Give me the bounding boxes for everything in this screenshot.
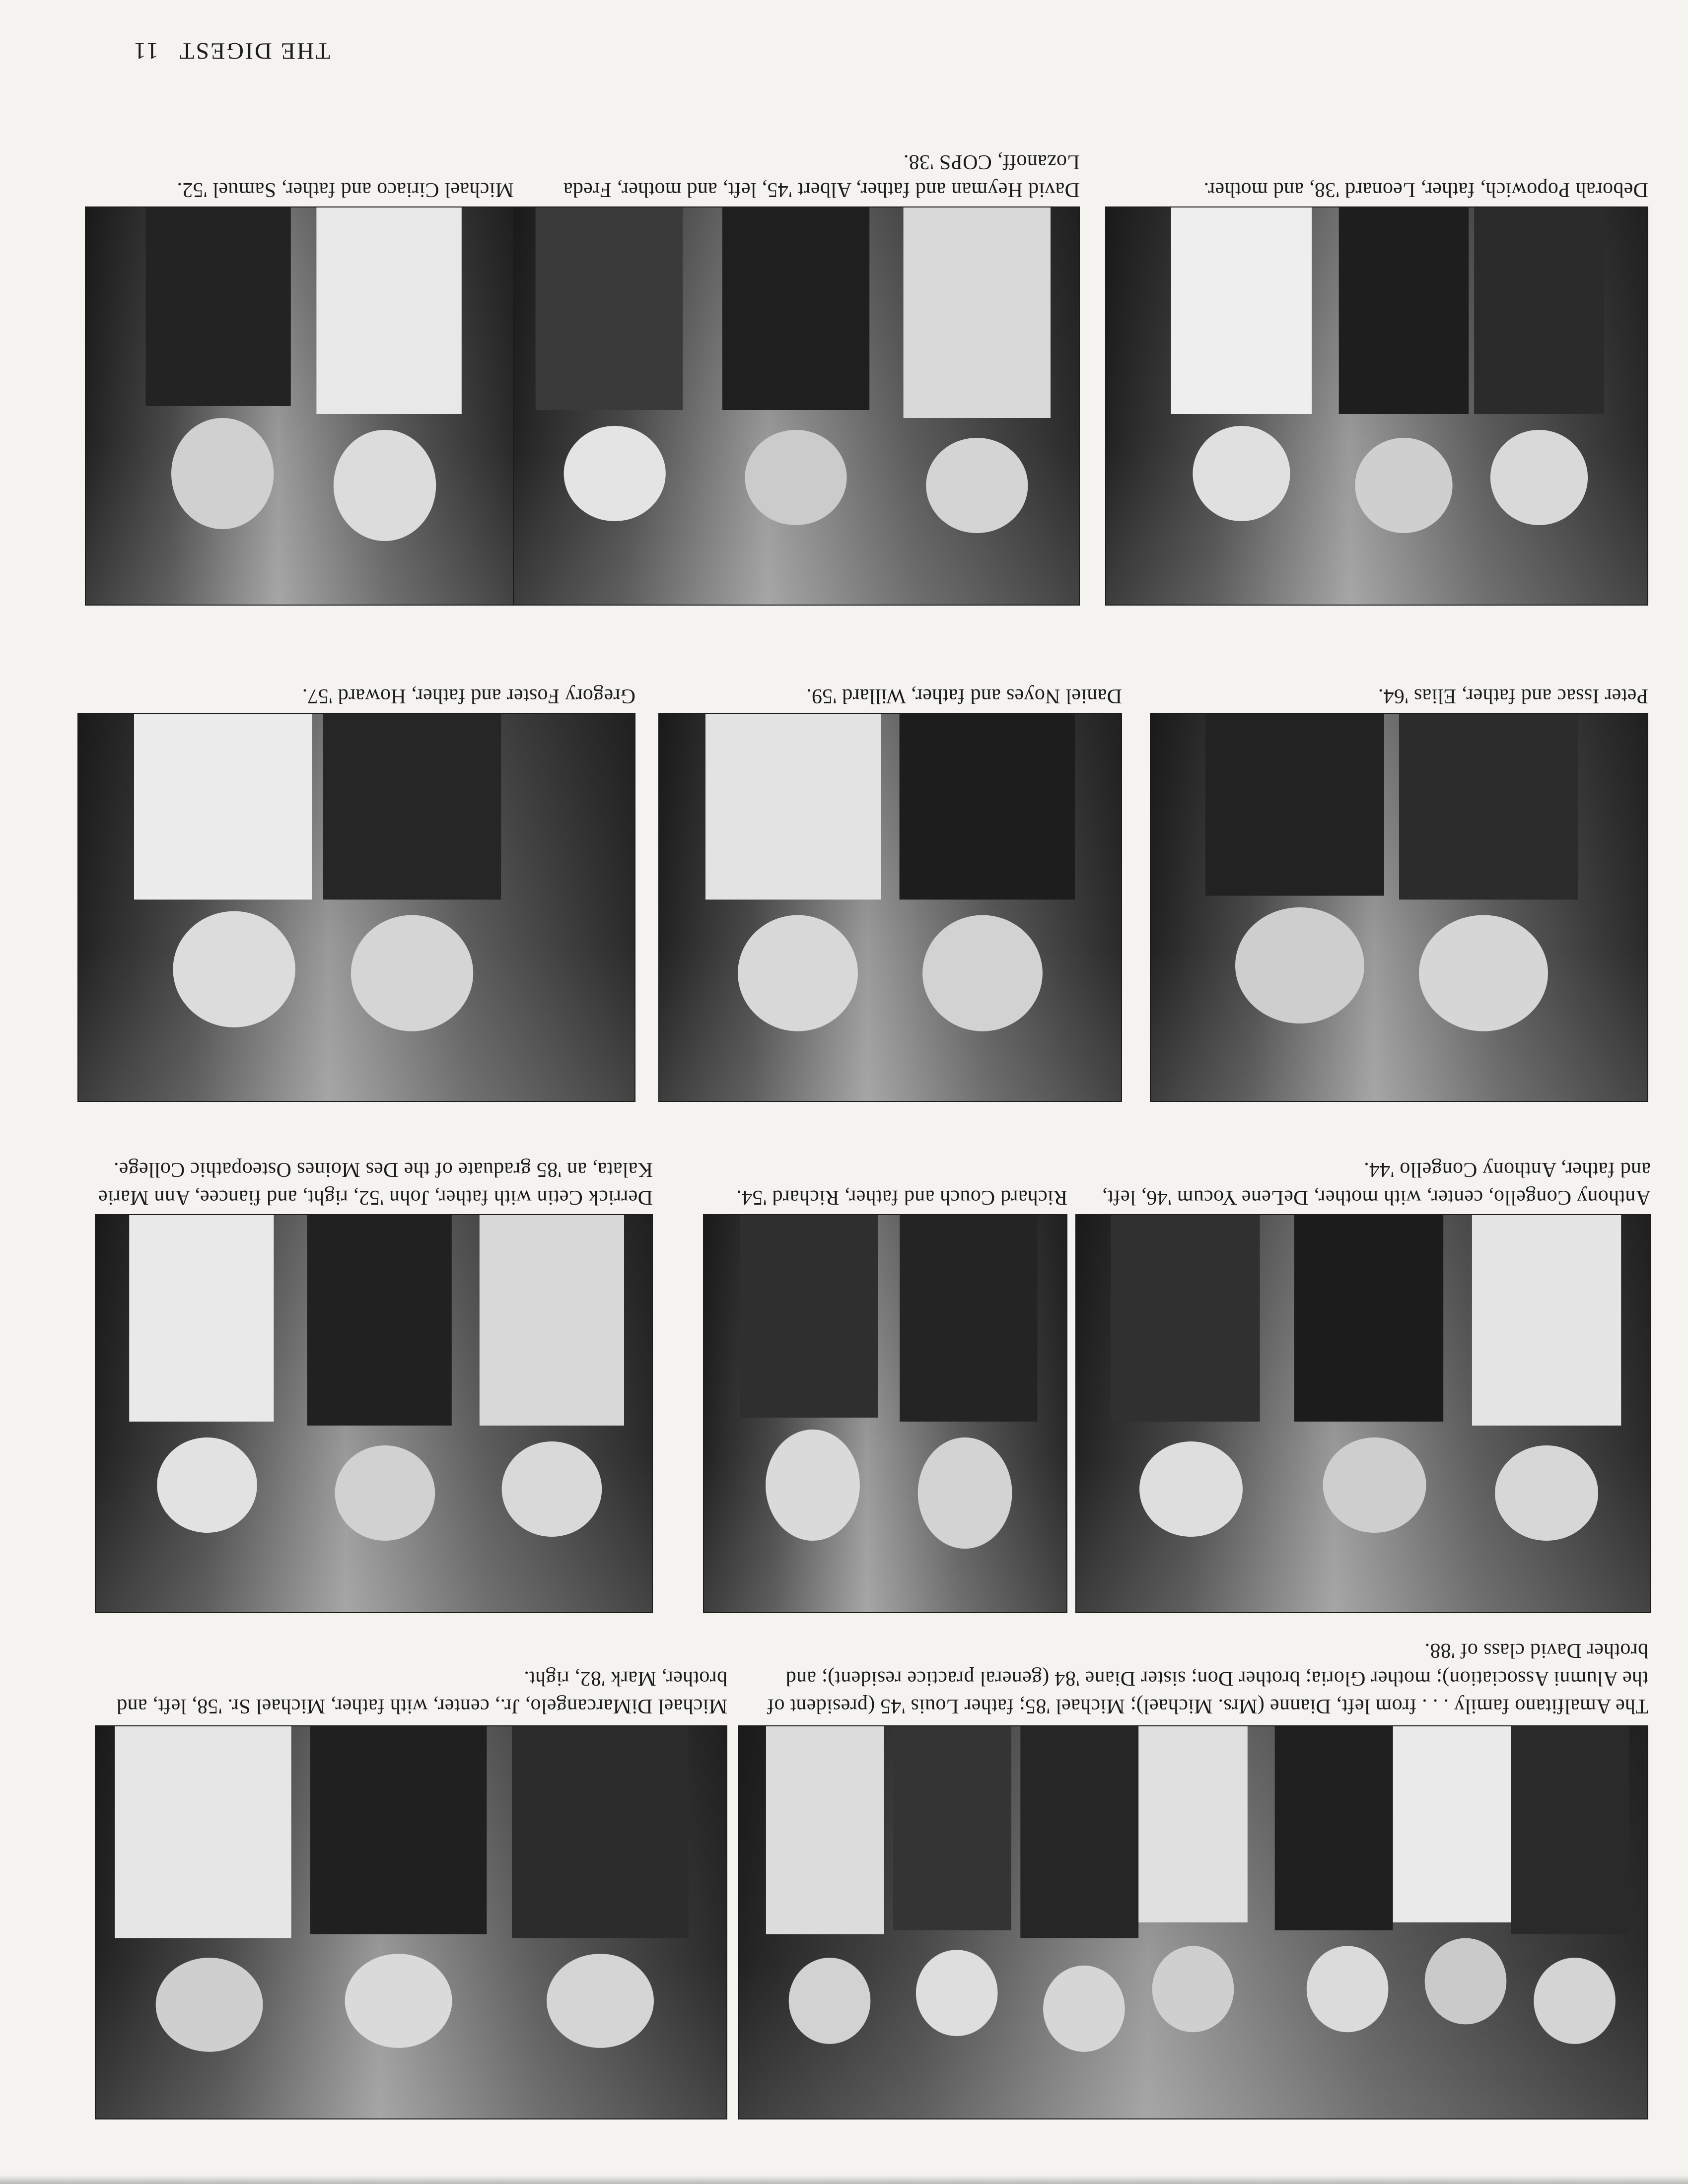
publication-title: THE DIGEST: [178, 38, 330, 64]
photo-couch-family: [703, 1214, 1067, 1613]
caption-noyes: Daniel Noyes and father, Willard '59.: [806, 684, 1122, 707]
photo-heyman-family: [512, 206, 1080, 606]
caption-foster: Gregory Foster and father, Howard '57.: [302, 684, 635, 707]
photo-foster-family: [77, 713, 635, 1102]
photo-congello-family: [1075, 1214, 1651, 1613]
running-header: [133, 37, 330, 65]
photo-noyes-family: [658, 713, 1122, 1102]
photo-popowich-family: [1105, 206, 1648, 606]
page-number: 11: [132, 38, 159, 64]
caption-couch: Richard Couch and father, Richard '54.: [736, 1186, 1067, 1209]
caption-popowich: Deborah Popowich, father, Leonard '38, and mother.: [1203, 178, 1648, 201]
caption-heyman: David Heyman and father, Albert '45, left, and mother, Freda Lozanoff, COPS '38.: [563, 150, 1080, 201]
photo-cetin-family: [95, 1214, 653, 1613]
caption-dimarcangelo: Michael DiMarcangelo, Jr., center, with father, Michael Sr. '58, left, and brother, Mark '82, right.: [116, 1667, 727, 1717]
photo-ciriaco-family: [85, 206, 514, 606]
photo-amalfitano-family: [738, 1725, 1648, 2119]
caption-ciriaco: Michael Ciriaco and father, Samuel '52.: [177, 178, 514, 201]
page-edge-shadow: [0, 2175, 1688, 2184]
caption-amalfitano: The Amalfitano family . . . from left, Dianne (Mrs. Michael); Michael '85; father Louis '45 (president of the Alumni Association); mother Gloria; brother Don; sister Diane '84 (general practice resident); and brother David class of '88.: [767, 1639, 1648, 1717]
photo-issac-family: [1150, 713, 1648, 1102]
photo-dimarcangelo-family: [95, 1725, 727, 2119]
caption-congello: Anthony Congello, center, with mother, DeLene Yocum '46, left, and father, Anthony Congello '44.: [1102, 1158, 1651, 1209]
caption-cetin: Derrick Cetin with father, John '52, right, and fiancee, Ann Marie Kalata, an '85 graduate of the Des Moines Osteopathic College.: [98, 1158, 653, 1209]
caption-issac: Peter Issac and father, Elias '64.: [1378, 684, 1648, 707]
